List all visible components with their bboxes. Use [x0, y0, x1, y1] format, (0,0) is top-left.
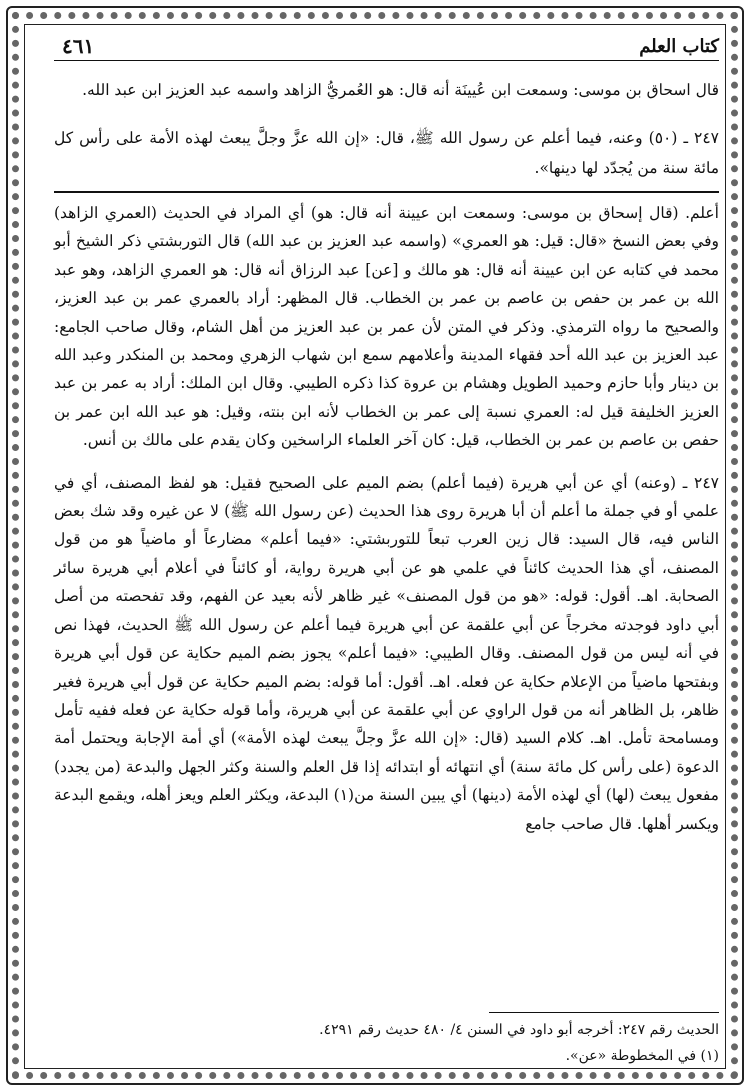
commentary-paragraph-1: أعلم. (قال إسحاق بن موسى: وسمعت ابن عيينة أنه قال: هو) أي المراد في الحديث (العمري الزاهد) وفي بعض النسخ «قال: قيل: هو العمري» (واسمه عبد العزيز بن عبد الله) قال التوربشتي ذكر الشيخ أبو محمد في كتابه عن ابن عيينة أنه قال: هو مالك و [عن] عبد الرزاق أنه قال: هو العمري الزاهد، وهو عبد الله بن عمر بن حفص بن عاصم بن عمر بن الخطاب. قال المظهر: أراد بالعمري عمر بن عبد العزيز، والصحيح ما رواه الترمذي. وذكر في المتن لأن عمر بن عبد العزيز من أهل الشام، وقال صاحب الجامع: عبد العزيز بن عبد الله أحد فقهاء المدينة وأعلامهم سمع ابن شهاب الزهري ومحمد بن المنكدر وعبد الله بن دينار وأبا حازم وحميد الطويل وهشام بن عروة كذا ذكره الطيبي. وقال ابن الملك: أراد به عمر بن عبد العزيز الخليفة قيل له: العمري نسبة إلى عمر بن الخطاب لأنه ابن بنته، وقيل: هو عبد الله ابن عمر بن حفص بن عاصم بن عمر بن الخطاب، قيل: كان آخر العلماء الراسخين وكان يقدم على مالك بن أنس.: [54, 204, 719, 450]
footnote-1: (١) في المخطوطة «عن».: [565, 1048, 719, 1064]
footnote-hadith-reference: الحديث رقم ٢٤٧: أخرجه أبو داود في السنن ٤/ ٤٨٠ حديث رقم ٤٢٩١.: [319, 1022, 719, 1038]
book-page: [54, 30, 719, 1070]
footnote-divider: [489, 1012, 719, 1013]
book-title: كتاب العلم: [639, 36, 719, 57]
page-number: ٤٦١: [62, 34, 95, 58]
commentary-paragraph-2: ٢٤٧ ـ (وعنه) أي عن أبي هريرة (فيما أعلم) بضم الميم على الصحيح فقيل: هو لفظ المصنف، أي في علمي أو في جملة ما أعلم أن أبا هريرة روى هذا الحديث (عن رسول الله ﷺ) لا عن غيره وقد شك بعض الناس فيه، قال السيد: قال زين العرب تبعاً للتوربشتي: «فيما أعلم» مضارعاً أو ماضياً هو من قول المصنف، أي هذا الحديث كائناً في علمي هو عن أبي هريرة رواية، أو كائناً في أعلام أبي هريرة سائر الصحابة. اهـ. أقول: قوله: «هو من قول المصنف» غير ظاهر لأنه بعيد عن الفهم، وقد تفحصته من أصل أبي داود فوجدته مخرجاً عن أبي علقمة عن أبي هريرة فيما أعلم عن رسول الله ﷺ الحديث، فهذا نص في أنه ليس من قول المصنف. وقال الطيبي: «فيما أعلم» يجوز بضم الميم حكاية عن قول أبي هريرة وبفتحها ماضياً من الإعلام حكاية عن فعله. اهـ. أقول: أما قوله: بضم الميم حكاية عن قول أبي هريرة فغير ظاهر، بل الظاهر أنه من قول الراوي عن أبي علقمة عن أبي هريرة، وأما قوله حكاية عن فعله ففيه تأمل ومسامحة تأمل. اهـ. كلام السيد (قال: «إن الله عزَّ وجلَّ يبعث لهذه الأمة») أي أمة الإجابة ويحتمل أمة الدعوة (على رأس كل مائة سنة) أي انتهائه أو ابتدائه إذا قل العلم والسنة وكثر الجهل والبدعة (من يجدد) مفعول يبعث (لها) أي لهذه الأمة (دينها) أي يبين السنة من(١) البدعة، ويكثر العلم ويعز أهله، ويقمع البدعة ويكسر أهلها. قال صاحب جامع: [54, 473, 719, 833]
matn-paragraph-2: ٢٤٧ ـ (٥٠) وعنه، فيما أعلم عن رسول الله ﷺ، قال: «إن الله عزَّ وجلَّ يبعث لهذه الأمة على رأس كل مائة سنة من يُجدّد لها دينها».: [54, 129, 719, 177]
section-divider: [54, 191, 719, 193]
footnotes: [54, 1012, 719, 1069]
page-header: [54, 30, 719, 61]
matn-paragraph-1: قال اسحاق بن موسى: وسمعت ابن عُيينَة أنه قال: هو العُمريُّ الزاهد واسمه عبد العزيز ابن عبد الله.: [82, 81, 719, 99]
